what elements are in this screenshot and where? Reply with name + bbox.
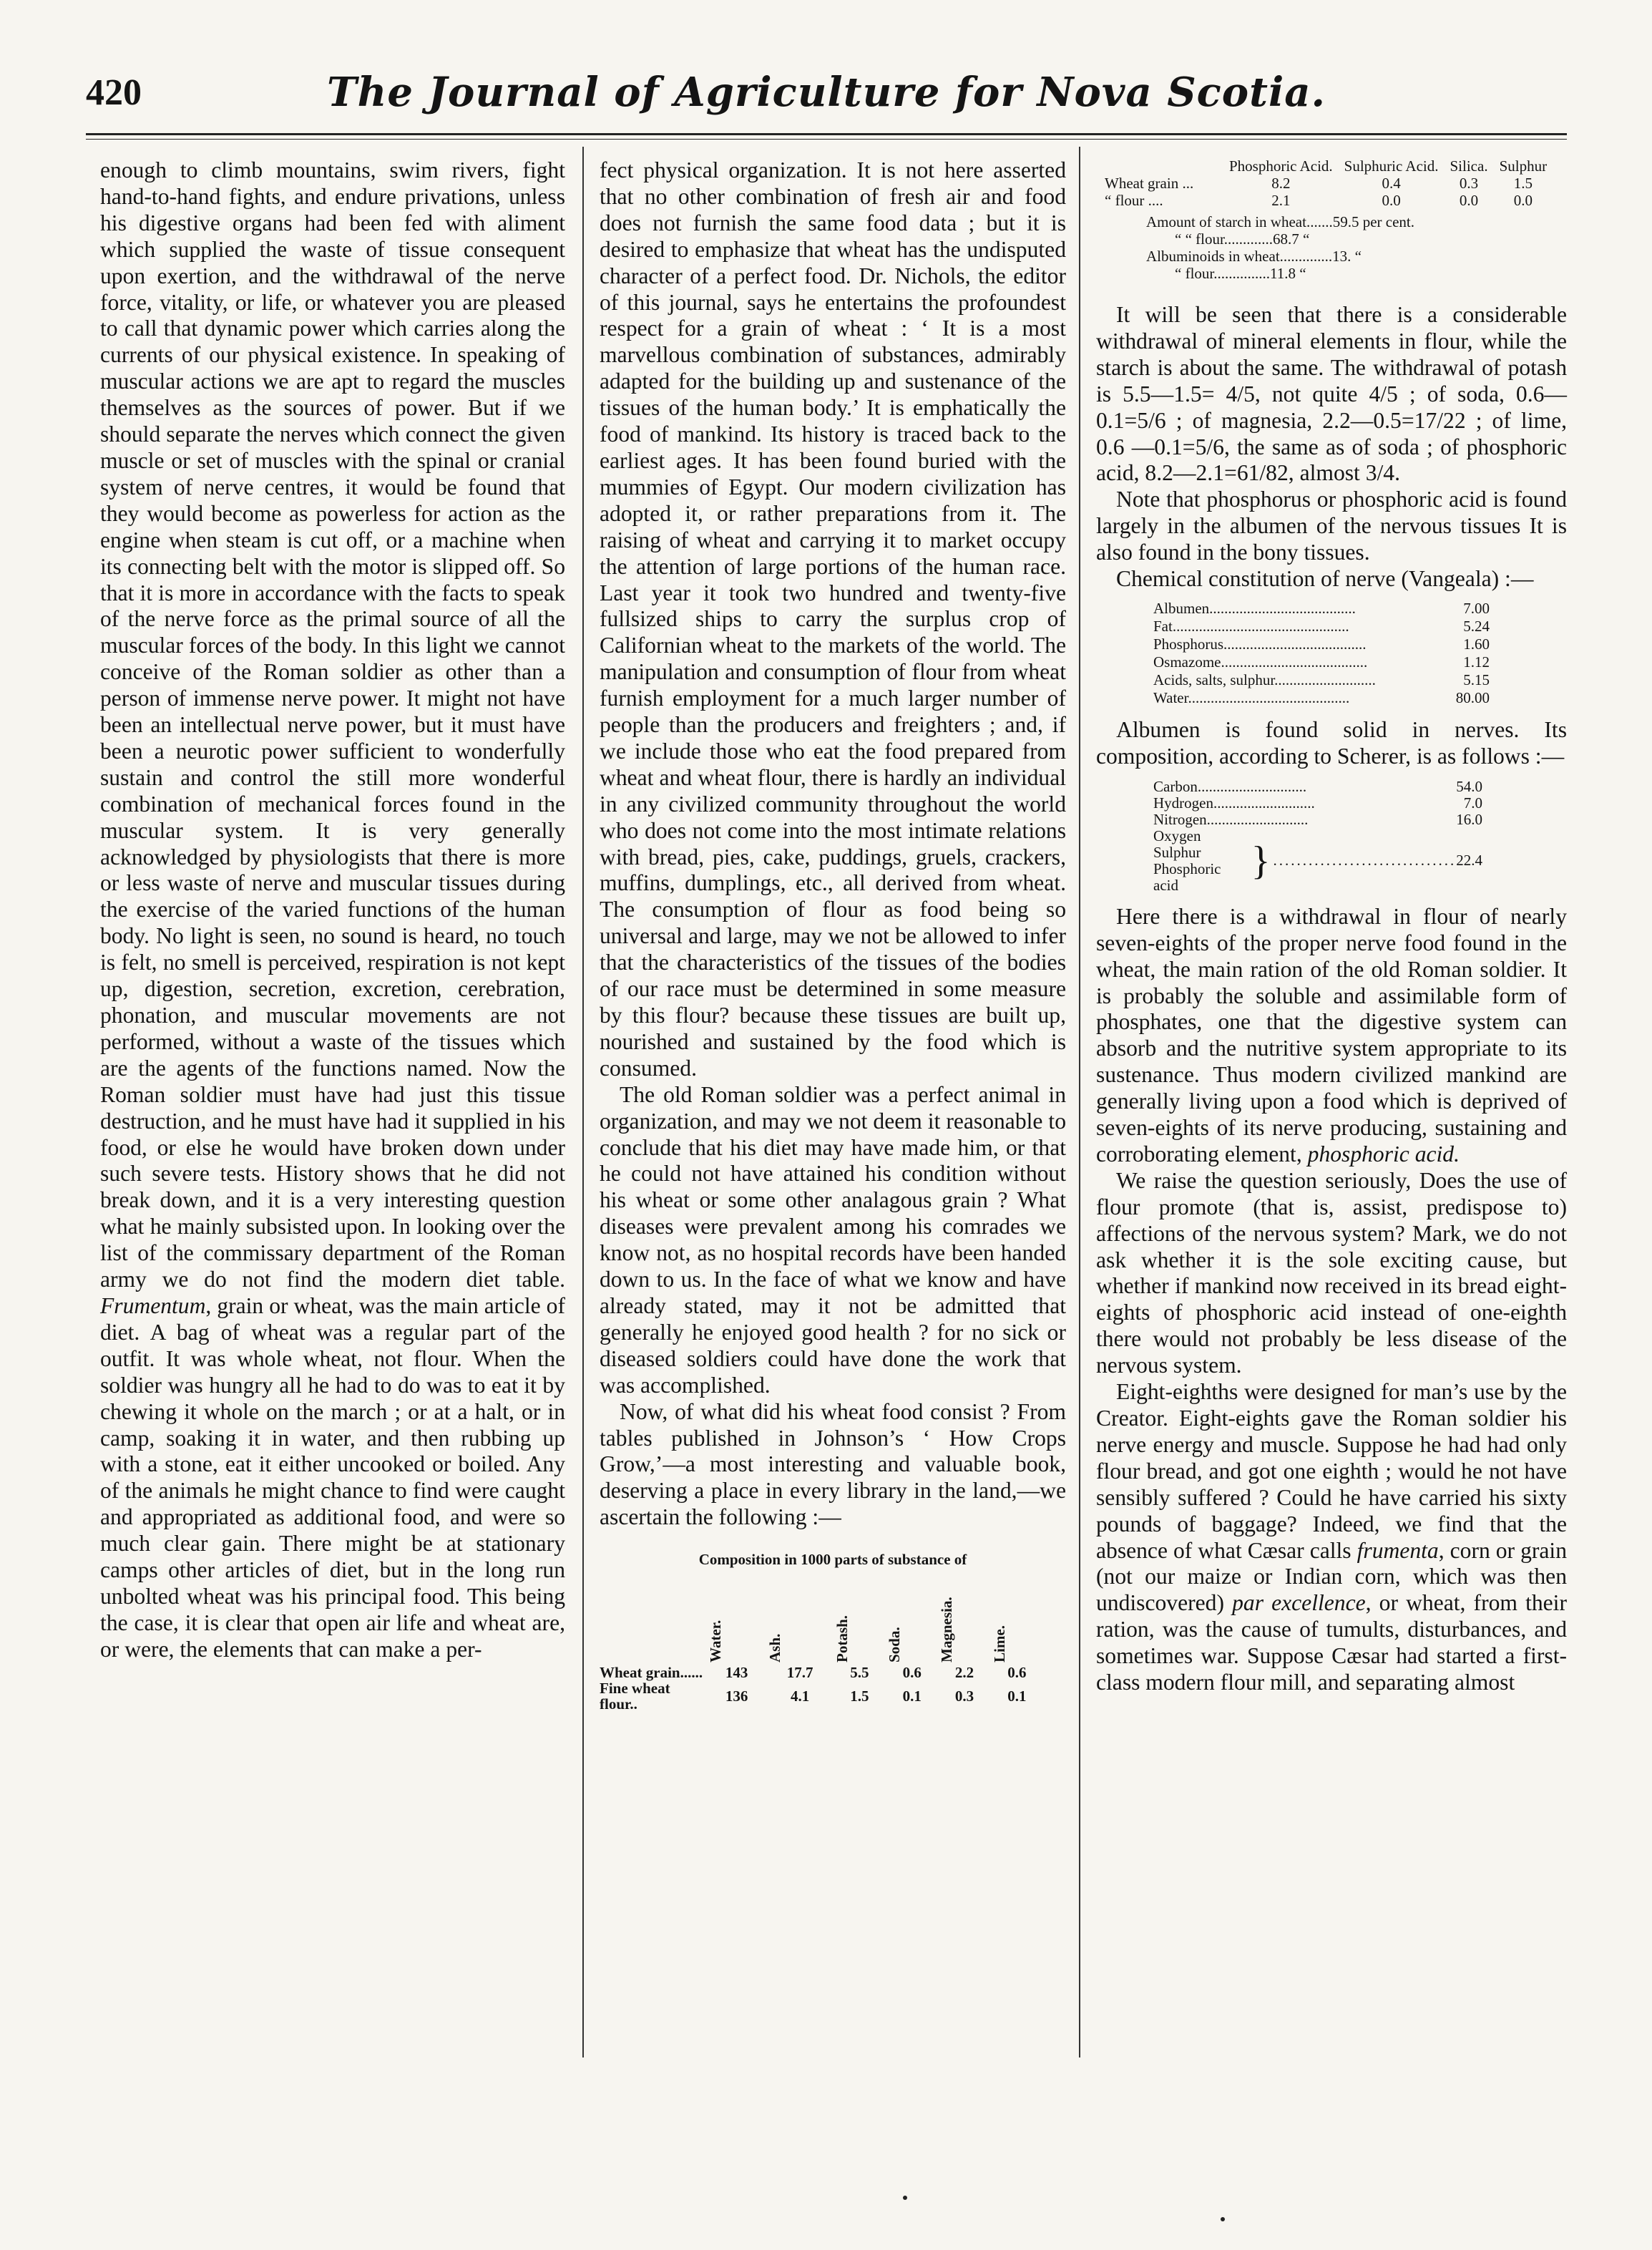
starch-block	[1146, 213, 1567, 282]
par-excellence-italic: par excellence	[1232, 1590, 1366, 1616]
col1-paragraph	[100, 157, 565, 1663]
table-cell: 22.4	[1456, 852, 1482, 870]
composition-col-header: Soda.	[886, 1627, 904, 1663]
table-cell: 0.0	[1459, 192, 1479, 209]
col3-text: Eight-eighths were designed for man’s use by the Creator. Eight-eights gave the Roman soldier his nerve energy and muscle. Suppose he had had only flour bread, and got one eighth ; would he not have sensibly suffered ? Could he have carried his sixty pounds of baggage? Indeed, we find that the absence of what Cæsar calls	[1096, 1379, 1567, 1563]
table-cell: 80.00	[1455, 688, 1490, 706]
table-cell: 2.2	[954, 1664, 974, 1682]
phos-col-header: Silica.	[1450, 157, 1488, 175]
row-label: Hydrogen...........................	[1153, 794, 1315, 812]
row-label: Osmazome.......................................	[1153, 653, 1368, 671]
column-1	[100, 157, 565, 1663]
table-row	[1153, 828, 1482, 894]
row-label: Acids, salts, sulphur...........................	[1153, 671, 1376, 688]
frumenta-italic: frumenta	[1357, 1537, 1439, 1563]
page-header	[86, 69, 1567, 129]
table-cell: 4.1	[790, 1688, 810, 1705]
column-divider-1	[582, 147, 584, 2057]
table-cell: 1.5	[850, 1688, 869, 1705]
composition-table-title: Composition in 1000 parts of substance of	[698, 1551, 967, 1569]
table-row	[600, 1680, 1043, 1712]
col2-paragraph-3: Now, of what did his wheat food consist ? From tables published in Johnson’s ‘ How Crops Grow,’—a most interesting and valuable book, deserving a place in every library in the land,—we ascertain the following :—	[600, 1398, 1066, 1530]
column-2	[600, 157, 1066, 1712]
header-rule-thin	[86, 139, 1567, 140]
table-cell: 16.0	[1456, 810, 1482, 828]
composition-corner	[600, 1583, 707, 1665]
composition-col-header: Potash.	[833, 1615, 851, 1663]
frumentum-italic: Frumentum	[100, 1292, 206, 1318]
col3-text: , or wheat, from their ration, was the cause of tumults, disturbances, and sometimes war. Suppose Cæsar had started a first-class modern flour mill, and separating almost	[1096, 1590, 1567, 1695]
table-row	[1153, 635, 1490, 653]
scherer-group-labels	[1153, 828, 1248, 894]
starch-line: “ flour...............11.8 “	[1175, 265, 1306, 282]
composition-col-header: Water.	[707, 1620, 724, 1663]
table-cell: 0.1	[1007, 1688, 1027, 1705]
phos-col-header: Sulphur	[1499, 157, 1548, 175]
table-row	[1153, 671, 1490, 689]
phos-col-header: Sulphuric Acid.	[1344, 157, 1439, 175]
table-cell: 143	[725, 1664, 748, 1682]
col3-paragraph-3: Chemical constitution of nerve (Vangeala) :—	[1116, 566, 1534, 592]
col2-paragraph-1: fect physical organization. It is not here asserted that no other combination of fresh air and food does not furnish the same food data ; but it is desired to emphasize that wheat has the undisputed character of a perfect food. Dr. Nichols, the editor of this journal, says he entertains the profoundest respect for a grain of wheat : ‘ It is a most marvellous combination of substances, admirably adapted for the building up and sustenance of the tissues of the human body.’ It is emphatically the food of mankind. Its history is traced back to the earliest ages. It has been found buried with the mummies of Egypt. Our modern civilization has adopted it, or rather preparations from it. The raising of wheat and carrying it to market occupy the attention of large portions of the human race. Last year it took two hundred and twenty-five fullsized ships to carry the surplus crop of Californian wheat to the markets of the world. The manipulation and consumption of flour from wheat furnish employment for a much larger number of people than the producers and freighters ; and, if we include those who eat the food prepared from wheat and wheat flour, there is hardly an individual in any civilized community throughout the world who does not come into the most intimate relations with bread, pies, cake, puddings, gruels, crackers, muffins, dumplings, etc., all derived from wheat. The consumption of flour as food being so universal and large, may we not be allowed to infer that the characteristics of the tissues of the bodies of our race must be determined in some measure by this flour? because these tissues are built up, nourished and sustained by the food which is consumed.	[600, 157, 1066, 1081]
col3-paragraph-7	[1096, 1379, 1567, 1696]
row-label: Albumen.......................................	[1153, 599, 1356, 617]
table-row	[600, 1665, 1043, 1680]
table-cell: 7.0	[1463, 794, 1482, 812]
table-cell: 0.3	[1459, 175, 1479, 192]
table-row	[1153, 618, 1490, 635]
col3-paragraph-6: We raise the question seriously, Does the use of flour promote (that is, assist, predispose to) affections of the nervous system? Mark, we do not ask whether it is the sole exciting cause, but whether if mankind now received in its bread eight-eights of phosphoric acid instead of one-eighth there would not probably be less disease of the nervous system.	[1096, 1167, 1567, 1378]
table-cell: 0.4	[1382, 175, 1401, 192]
header-rule	[86, 133, 1567, 135]
table-cell: 5.15	[1463, 671, 1490, 688]
row-label: Phosphoric acid	[1153, 859, 1221, 894]
col1-text-continued: , grain or wheat, was the main article of diet. A bag of wheat was a regular part of the outfit. It was whole wheat, not flour. When the soldier was hungry all he had to do was to eat it by chewing it whole on the march ; or at a halt, or in camp, soaking it in water, and then rubbing up with a stone, eat it either uncooked or boiled. Any of the animals he might chance to find were caught and appropriated as additional food, and were so much clear gain. There might be at stationary camps other articles of diet, but in the long run unbolted wheat was his principal food. This being the case, it is clear that open air life and wheat are, or were, the elements that can make a per-	[100, 1292, 565, 1662]
table-cell: 1.60	[1463, 635, 1490, 653]
table-cell: 7.00	[1463, 599, 1490, 617]
phosphoric-table	[1105, 157, 1553, 209]
col3-text: Here there is a withdrawal in flour of nearly seven-eights of the proper nerve food found in the wheat, the main ration of the old Roman soldier. It is probably the soluble and assimilable form of phosphates, one that the digestive system can absorb and the nutritive system appropriate to its sustenance. Thus modern civilized mankind are generally living upon a food which is deprived of seven-eights of its nerve producing, sustaining and corroborating element,	[1096, 903, 1567, 1167]
print-speck	[1221, 2217, 1225, 2221]
col3-paragraph-4: Albumen is found solid in nerves. Its composition, according to Scherer, is as follows :—	[1096, 716, 1567, 769]
nerve-constitution-table	[1153, 600, 1490, 707]
col2-paragraph-2: The old Roman soldier was a perfect animal in organization, and may we not deem it reasonable to conclude that his diet may have made him, or that he could not have attained his condition without his wheat or some other analagous grain ? What diseases were prevalent among his comrades we know not, as no hospital records have been handed down to us. In the face of what we know and have already stated, may it not be admitted that generally he enjoyed good health ? for no sick or diseased soldiers could have done the work that was accomplished.	[600, 1081, 1066, 1398]
row-label: Wheat grain ...	[1105, 175, 1194, 192]
table-cell: 0.6	[902, 1664, 922, 1682]
composition-col-header: Ash.	[766, 1633, 784, 1663]
starch-line: “ “ flour.............68.7 “	[1175, 230, 1310, 248]
table-cell: 5.24	[1463, 617, 1490, 635]
row-label: Carbon.............................	[1153, 777, 1307, 795]
scherer-table	[1153, 779, 1482, 894]
row-label: Phosphorus......................................	[1153, 635, 1367, 653]
col3-text: , corn or grain (not our maize or Indian corn, which was then undiscovered)	[1096, 1537, 1567, 1616]
table-row	[1153, 600, 1490, 618]
starch-line: Amount of starch in wheat.......59.5 per cent.	[1146, 213, 1414, 230]
table-row	[1153, 653, 1490, 671]
starch-line: Albuminoids in wheat..............13. “	[1146, 248, 1362, 265]
table-row	[1153, 779, 1482, 795]
row-label: Fine wheat flour..	[600, 1680, 670, 1713]
row-label: Oxygen	[1153, 827, 1201, 844]
composition-table	[600, 1583, 1043, 1712]
table-cell: 5.5	[850, 1664, 869, 1682]
row-label: “ flour ....	[1105, 192, 1163, 209]
table-cell: 54.0	[1456, 777, 1482, 795]
row-label: Sulphur	[1153, 843, 1201, 861]
col3-paragraph-1: It will be seen that there is a considerable withdrawal of mineral elements in flour, while the starch is about the same. The withdrawal of potash is 5.5—1.5= 4/5, not quite 4/5 ; of soda, 0.6—0.1=5/6 ; of magnesia, 2.2—0.5=17/22 ; of lime, 0.6 —0.1=5/6, the same as of soda ; of phosphoric acid, 8.2—2.1=61/82, almost 3/4.	[1096, 302, 1567, 486]
table-row	[1153, 812, 1482, 828]
brace-glyph: }	[1251, 838, 1271, 883]
table-cell: 136	[725, 1688, 748, 1705]
table-cell: 17.7	[786, 1664, 813, 1682]
page-number: 420	[86, 72, 142, 113]
table-cell: 1.5	[1513, 175, 1533, 192]
row-label: Water...........................................	[1153, 688, 1350, 706]
composition-col-header: Lime.	[990, 1625, 1008, 1663]
composition-col-header: Magnesia.	[938, 1597, 956, 1663]
table-row	[1153, 795, 1482, 812]
row-label: Fat...............................................	[1153, 617, 1349, 635]
column-divider-2	[1079, 147, 1080, 2057]
table-cell: 0.3	[954, 1688, 974, 1705]
table-row	[1105, 192, 1553, 209]
col1-text: enough to climb mountains, swim rivers, fight hand-to-hand fights, and endure privations, unless his digestive organs had been fed with aliment which supplied the waste of tissue consequent upon exertion, and the withdrawal of the nerve force, vitality, or life, or whatever you are pleased to call that dynamic power which carries along the currents of our physical existence. In speaking of muscular actions we are apt to regard the muscles themselves as the sources of power. But if we should separate the nerves which connect the given muscle or set of muscles with the spinal or cranial system of nerve centres, it would be found that they would become as powerless for action as the engine when steam is cut off, or a machine when its connecting belt with the motor is slipped off. So that it is more in accordance with the facts to speak of the nerve force as the primal source of all the muscular forces of the body. In this light we cannot conceive of the Roman soldier as other than a person of immense nerve power. It might not have been an intellectual nerve power, but it must have been a neurotic power sufficient to wonderfully sustain and control the still more wonderful combination of mechanical forces found in the muscular system. It is very generally acknowledged by physiologists that there is more or less waste of nerve and muscular tissues during the exercise of the varied functions of the human body. No light is seen, no sound is heard, no touch is felt, no smell is perceived, respiration is not kept up, digestion, secretion, excretion, cerebration, phonation, and muscular movements are not performed, without a waste of the tissues which are the agents of the functions named. Now the Roman soldier must have had just this tissue destruction, and he must have had it supplied in his food, or else he would have broken down under such severe tests. History shows that he did not break down, and it is a very interesting question what he mainly subsisted upon. In looking over the list of the commissary department of the Roman army we do not find the modern diet table.	[100, 157, 565, 1292]
col3-paragraph-5	[1096, 904, 1567, 1168]
table-cell: 0.0	[1382, 192, 1401, 209]
table-cell: 1.12	[1463, 653, 1490, 671]
phos-corner	[1105, 157, 1223, 175]
journal-title: The Journal of Agriculture for Nova Scotia.	[326, 69, 1326, 116]
phos-col-header: Phosphoric Acid.	[1229, 157, 1333, 175]
table-cell: 0.1	[902, 1688, 922, 1705]
phosphoric-acid-italic: phosphoric acid.	[1307, 1141, 1460, 1167]
leader-dots: ...............................	[1273, 852, 1457, 870]
row-label: Nitrogen...........................	[1153, 810, 1309, 828]
table-row	[1153, 689, 1490, 707]
table-cell: 2.1	[1271, 192, 1291, 209]
table-row	[1105, 175, 1553, 192]
print-speck	[903, 2196, 907, 2200]
table-cell: 0.6	[1007, 1664, 1027, 1682]
column-3	[1096, 157, 1567, 1696]
col3-paragraph-2: Note that phosphorus or phosphoric acid is found largely in the albumen of the nervous tissues It is also found in the bony tissues.	[1096, 487, 1567, 565]
table-cell: 8.2	[1271, 175, 1291, 192]
table-cell: 0.0	[1513, 192, 1533, 209]
row-label: Wheat grain......	[600, 1664, 703, 1682]
